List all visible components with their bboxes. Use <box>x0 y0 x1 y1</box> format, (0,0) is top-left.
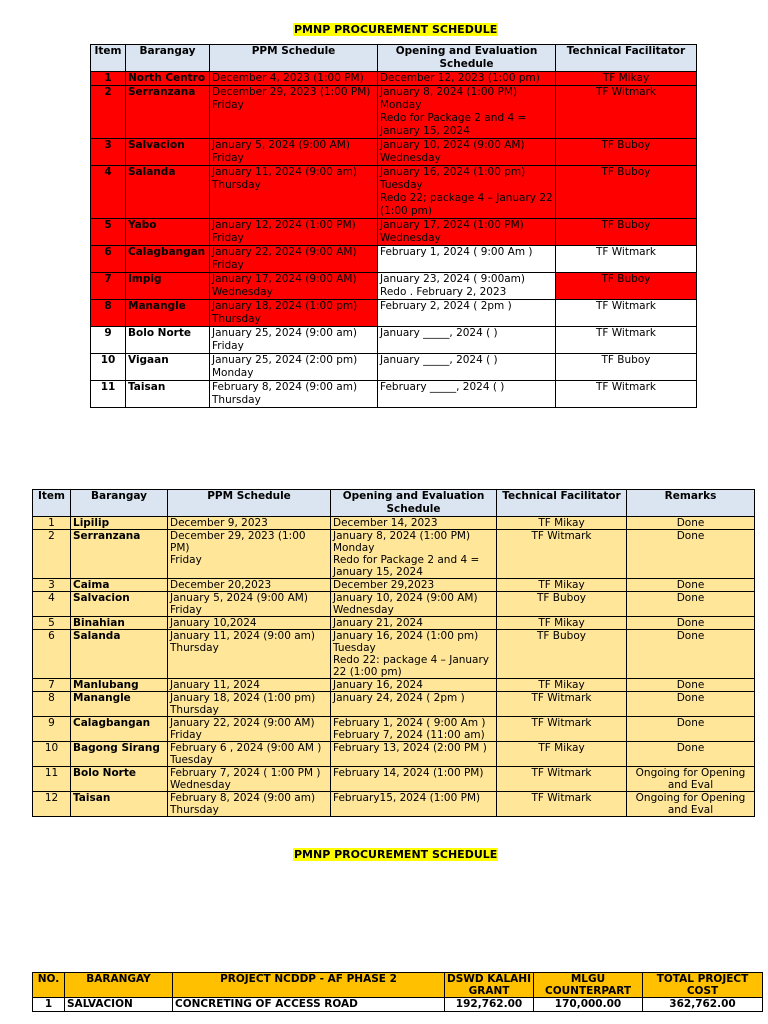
facilitator-cell: TF Witmark <box>556 86 697 139</box>
item-cell: 1 <box>91 72 126 86</box>
no-cell: 1 <box>33 998 65 1012</box>
table-row <box>91 300 697 327</box>
opening-schedule-cell: January 16, 2024 (1:00 pm) Tuesday Redo 22: package 4 – January 22 (1:00 pm) <box>331 630 497 679</box>
facilitator-cell: TF Witmark <box>497 530 627 579</box>
item-cell: 8 <box>33 692 71 717</box>
table1-title: PMNP PROCUREMENT SCHEDULE <box>294 23 498 36</box>
barangay-cell: Manangle <box>126 300 210 327</box>
table-row <box>33 742 755 767</box>
item-cell: 2 <box>33 530 71 579</box>
item-cell: 1 <box>33 517 71 530</box>
header-barangay: Barangay <box>126 45 210 72</box>
barangay-cell: Yabo <box>126 219 210 246</box>
barangay-cell: Bolo Norte <box>126 327 210 354</box>
ppm-schedule-cell: February 6 , 2024 (9:00 AM ) Tuesday <box>168 742 331 767</box>
barangay-cell: Binahian <box>71 617 168 630</box>
item-cell: 7 <box>91 273 126 300</box>
table-row <box>33 530 755 579</box>
header-no: NO. <box>33 973 65 998</box>
header-barangay: Barangay <box>71 490 168 517</box>
item-cell: 10 <box>91 354 126 381</box>
table-row <box>33 792 755 817</box>
barangay-cell: Salanda <box>71 630 168 679</box>
barangay-cell: Calagbangan <box>71 717 168 742</box>
barangay-cell: Salvacion <box>71 592 168 617</box>
facilitator-cell: TF Witmark <box>556 300 697 327</box>
barangay-cell: Calagbangan <box>126 246 210 273</box>
barangay-cell: Serranzana <box>126 86 210 139</box>
table-row <box>33 679 755 692</box>
remarks-cell: Ongoing for Opening and Eval <box>627 767 755 792</box>
opening-schedule-cell: January 10, 2024 (9:00 AM) Wednesday <box>378 139 556 166</box>
procurement-schedule-table-1 <box>90 44 697 408</box>
barangay-cell: Manangle <box>71 692 168 717</box>
facilitator-cell: TF Buboy <box>556 139 697 166</box>
item-cell: 11 <box>33 767 71 792</box>
opening-schedule-cell: January 23, 2024 ( 9:00am) Redo . February 2, 2023 <box>378 273 556 300</box>
table-row <box>91 273 697 300</box>
opening-schedule-cell: February15, 2024 (1:00 PM) <box>331 792 497 817</box>
header-barangay: BARANGAY <box>65 973 173 998</box>
barangay-cell: Vigaan <box>126 354 210 381</box>
ppm-schedule-cell: January 25, 2024 (9:00 am) Friday <box>210 327 378 354</box>
opening-schedule-cell: January 16, 2024 (1:00 pm) Tuesday Redo 22; package 4 – January 22 (1:00 pm) <box>378 166 556 219</box>
table2-header-row <box>33 490 755 517</box>
item-cell: 9 <box>91 327 126 354</box>
table-row <box>33 592 755 617</box>
barangay-cell: Salanda <box>126 166 210 219</box>
opening-schedule-cell: January 10, 2024 (9:00 AM) Wednesday <box>331 592 497 617</box>
remarks-cell: Done <box>627 530 755 579</box>
opening-schedule-cell: January 21, 2024 <box>331 617 497 630</box>
ppm-schedule-cell: December 4, 2023 (1:00 PM) <box>210 72 378 86</box>
barangay-cell: Bolo Norte <box>71 767 168 792</box>
header-opening-evaluation: Opening and Evaluation Schedule <box>331 490 497 517</box>
opening-schedule-cell: December 29,2023 <box>331 579 497 592</box>
remarks-cell: Done <box>627 679 755 692</box>
table-row <box>33 517 755 530</box>
table-row <box>91 246 697 273</box>
item-cell: 7 <box>33 679 71 692</box>
remarks-cell: Done <box>627 579 755 592</box>
header-technical-facilitator: Technical Facilitator <box>556 45 697 72</box>
opening-schedule-cell: February 13, 2024 (2:00 PM ) <box>331 742 497 767</box>
facilitator-cell: TF Witmark <box>497 692 627 717</box>
opening-schedule-cell: January 8, 2024 (1:00 PM) Monday Redo for Package 2 and 4 = January 15, 2024 <box>378 86 556 139</box>
facilitator-cell: TF Witmark <box>556 381 697 408</box>
table-row <box>91 354 697 381</box>
ppm-schedule-cell: December 29, 2023 (1:00 PM) Friday <box>168 530 331 579</box>
barangay-cell: SALVACION <box>65 998 173 1012</box>
opening-schedule-cell: February 2, 2024 ( 2pm ) <box>378 300 556 327</box>
opening-schedule-cell: December 14, 2023 <box>331 517 497 530</box>
table-row <box>33 717 755 742</box>
table-row <box>91 72 697 86</box>
facilitator-cell: TF Witmark <box>497 792 627 817</box>
ppm-schedule-cell: December 9, 2023 <box>168 517 331 530</box>
opening-schedule-cell: January 8, 2024 (1:00 PM) Monday Redo for Package 2 and 4 = January 15, 2024 <box>331 530 497 579</box>
opening-schedule-cell: January 17, 2024 (1:00 PM) Wednesday <box>378 219 556 246</box>
opening-schedule-cell: February _____, 2024 ( ) <box>378 381 556 408</box>
header-item: Item <box>91 45 126 72</box>
remarks-cell: Ongoing for Opening and Eval <box>627 792 755 817</box>
ppm-schedule-cell: January 18, 2024 (1:00 pm) Thursday <box>210 300 378 327</box>
item-cell: 5 <box>33 617 71 630</box>
header-technical-facilitator: Technical Facilitator <box>497 490 627 517</box>
procurement-schedule-table-2 <box>32 489 755 817</box>
ppm-schedule-cell: January 22, 2024 (9:00 AM) Friday <box>168 717 331 742</box>
header-opening-evaluation: Opening and Evaluation Schedule <box>378 45 556 72</box>
table-row <box>33 998 763 1012</box>
remarks-cell: Done <box>627 717 755 742</box>
table1-header-row <box>91 45 697 72</box>
item-cell: 10 <box>33 742 71 767</box>
header-total-cost: TOTAL PROJECT COST <box>643 973 763 998</box>
facilitator-cell: TF Mikay <box>556 72 697 86</box>
table2-title: PMNP PROCUREMENT SCHEDULE <box>294 848 498 861</box>
table-row <box>91 327 697 354</box>
item-cell: 8 <box>91 300 126 327</box>
ppm-schedule-cell: January 25, 2024 (2:00 pm) Monday <box>210 354 378 381</box>
table-row <box>91 86 697 139</box>
ppm-schedule-cell: February 7, 2024 ( 1:00 PM ) Wednesday <box>168 767 331 792</box>
header-item: Item <box>33 490 71 517</box>
item-cell: 6 <box>91 246 126 273</box>
ppm-schedule-cell: January 5, 2024 (9:00 AM) Friday <box>168 592 331 617</box>
barangay-cell: Caima <box>71 579 168 592</box>
barangay-cell: Taisan <box>126 381 210 408</box>
header-remarks: Remarks <box>627 490 755 517</box>
barangay-cell: North Centro <box>126 72 210 86</box>
remarks-cell: Done <box>627 617 755 630</box>
opening-schedule-cell: February 1, 2024 ( 9:00 Am ) <box>378 246 556 273</box>
item-cell: 4 <box>33 592 71 617</box>
table-row <box>91 219 697 246</box>
opening-schedule-cell: January _____, 2024 ( ) <box>378 354 556 381</box>
facilitator-cell: TF Buboy <box>497 630 627 679</box>
ppm-schedule-cell: January 11, 2024 (9:00 am) Thursday <box>168 630 331 679</box>
table-row <box>91 139 697 166</box>
facilitator-cell: TF Mikay <box>497 517 627 530</box>
table-row <box>33 767 755 792</box>
ppm-schedule-cell: December 20,2023 <box>168 579 331 592</box>
barangay-cell: Salvacion <box>126 139 210 166</box>
ppm-schedule-cell: January 17, 2024 (9:00 AM) Wednesday <box>210 273 378 300</box>
facilitator-cell: TF Witmark <box>556 246 697 273</box>
table-row <box>33 692 755 717</box>
barangay-cell: Lipilip <box>71 517 168 530</box>
counterpart-cell: 170,000.00 <box>534 998 643 1012</box>
project-cell: CONCRETING OF ACCESS ROAD <box>173 998 445 1012</box>
remarks-cell: Done <box>627 630 755 679</box>
ppm-schedule-cell: January 22, 2024 (9:00 AM) Friday <box>210 246 378 273</box>
remarks-cell: Done <box>627 692 755 717</box>
opening-schedule-cell: February 1, 2024 ( 9:00 Am ) February 7, 2024 (11:00 am) <box>331 717 497 742</box>
facilitator-cell: TF Mikay <box>497 742 627 767</box>
facilitator-cell: TF Buboy <box>556 166 697 219</box>
ppm-schedule-cell: January 18, 2024 (1:00 pm) Thursday <box>168 692 331 717</box>
header-dswd-grant: DSWD KALAHI GRANT <box>445 973 534 998</box>
item-cell: 3 <box>33 579 71 592</box>
opening-schedule-cell: January _____, 2024 ( ) <box>378 327 556 354</box>
facilitator-cell: TF Witmark <box>556 327 697 354</box>
ppm-schedule-cell: February 8, 2024 (9:00 am) Thursday <box>210 381 378 408</box>
table-row <box>33 579 755 592</box>
facilitator-cell: TF Mikay <box>497 617 627 630</box>
barangay-cell: Serranzana <box>71 530 168 579</box>
item-cell: 4 <box>91 166 126 219</box>
total-cost-cell: 362,762.00 <box>643 998 763 1012</box>
project-cost-table <box>32 972 763 1012</box>
ppm-schedule-cell: January 12, 2024 (1:00 PM) Friday <box>210 219 378 246</box>
barangay-cell: Bagong Sirang <box>71 742 168 767</box>
opening-schedule-cell: January 16, 2024 <box>331 679 497 692</box>
barangay-cell: Impig <box>126 273 210 300</box>
header-mlgu-counterpart: MLGU COUNTERPART <box>534 973 643 998</box>
facilitator-cell: TF Mikay <box>497 679 627 692</box>
facilitator-cell: TF Witmark <box>497 717 627 742</box>
facilitator-cell: TF Mikay <box>497 579 627 592</box>
table-row <box>33 617 755 630</box>
table-row <box>91 381 697 408</box>
facilitator-cell: TF Witmark <box>497 767 627 792</box>
table3-header-row <box>33 973 763 998</box>
item-cell: 6 <box>33 630 71 679</box>
remarks-cell: Done <box>627 517 755 530</box>
barangay-cell: Taisan <box>71 792 168 817</box>
header-project: PROJECT NCDDP - AF PHASE 2 <box>173 973 445 998</box>
item-cell: 3 <box>91 139 126 166</box>
facilitator-cell: TF Buboy <box>556 354 697 381</box>
item-cell: 11 <box>91 381 126 408</box>
facilitator-cell: TF Buboy <box>556 273 697 300</box>
opening-schedule-cell: January 24, 2024 ( 2pm ) <box>331 692 497 717</box>
header-ppm-schedule: PPM Schedule <box>168 490 331 517</box>
facilitator-cell: TF Buboy <box>497 592 627 617</box>
facilitator-cell: TF Buboy <box>556 219 697 246</box>
item-cell: 9 <box>33 717 71 742</box>
ppm-schedule-cell: January 11, 2024 (9:00 am) Thursday <box>210 166 378 219</box>
item-cell: 12 <box>33 792 71 817</box>
barangay-cell: Manlubang <box>71 679 168 692</box>
opening-schedule-cell: December 12, 2023 (1:00 pm) <box>378 72 556 86</box>
ppm-schedule-cell: January 11, 2024 <box>168 679 331 692</box>
grant-cell: 192,762.00 <box>445 998 534 1012</box>
ppm-schedule-cell: December 29, 2023 (1:00 PM) Friday <box>210 86 378 139</box>
table-row <box>33 630 755 679</box>
ppm-schedule-cell: January 10,2024 <box>168 617 331 630</box>
item-cell: 5 <box>91 219 126 246</box>
remarks-cell: Done <box>627 742 755 767</box>
table-row <box>91 166 697 219</box>
item-cell: 2 <box>91 86 126 139</box>
opening-schedule-cell: February 14, 2024 (1:00 PM) <box>331 767 497 792</box>
header-ppm-schedule: PPM Schedule <box>210 45 378 72</box>
ppm-schedule-cell: February 8, 2024 (9:00 am) Thursday <box>168 792 331 817</box>
ppm-schedule-cell: January 5, 2024 (9:00 AM) Friday <box>210 139 378 166</box>
remarks-cell: Done <box>627 592 755 617</box>
